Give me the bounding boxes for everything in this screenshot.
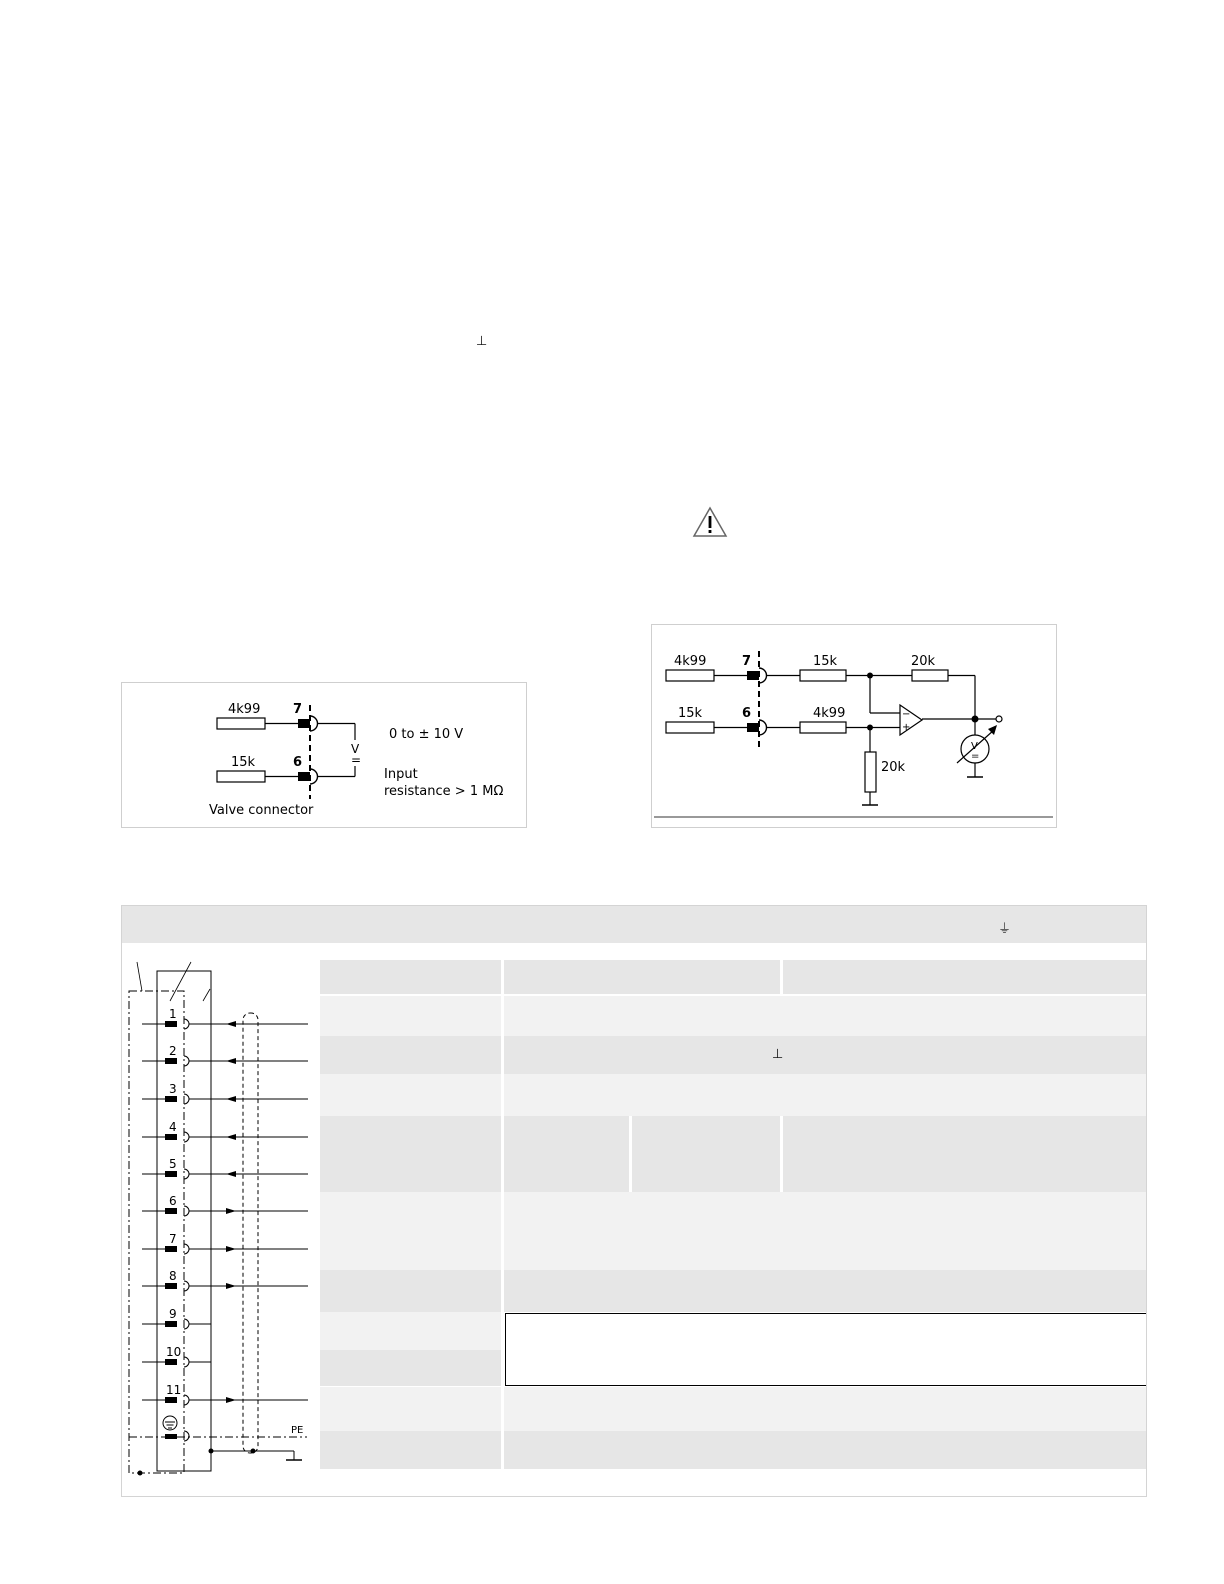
resistance-label: resistance > 1 MΩ [384, 784, 504, 799]
pin-number-label: 10 [166, 1345, 182, 1359]
left-pin-bottom-label: 6 [293, 755, 303, 770]
resistor-15k [217, 771, 265, 782]
pin-number-label: 2 [169, 1044, 177, 1058]
pin-number-label: 7 [169, 1232, 177, 1246]
connector-pin-1 [142, 1007, 308, 1029]
right-in-top-label: 4k99 [674, 654, 707, 669]
pin-number-label: 9 [169, 1307, 177, 1321]
pin-6-contact [298, 772, 310, 781]
right-feedback-label: 20k [911, 654, 936, 669]
left-pin-top-label: 7 [293, 702, 303, 717]
ground-symbol: ⊥ [476, 334, 488, 349]
pin-number-label: 6 [169, 1194, 177, 1208]
table-ground-symbol: ⊥ [772, 1047, 784, 1062]
right-ground-resistor-label: 20k [881, 760, 906, 775]
pe-label: PE [291, 1425, 304, 1436]
connector-pin-3 [142, 1082, 308, 1104]
pin-number-label: 5 [169, 1157, 177, 1171]
opamp-plus: + [902, 722, 911, 733]
pin-7-contact [298, 719, 310, 728]
resistor-4k99 [217, 718, 265, 729]
connector-pin-7 [142, 1232, 308, 1254]
connector-pin-11 [142, 1383, 308, 1405]
connector-pin-6 [142, 1194, 308, 1216]
left-resistor-top-label: 4k99 [228, 702, 261, 717]
meter-dc-label: = [971, 751, 980, 762]
meter-label: V [971, 741, 978, 752]
pin-number-label: 1 [169, 1007, 177, 1021]
opamp-minus: − [902, 709, 911, 720]
connector-pin-4 [142, 1120, 308, 1142]
right-series-top-label: 15k [813, 654, 838, 669]
right-pin-top-label: 7 [742, 654, 752, 669]
voltage-symbol: V [351, 742, 360, 756]
differential-amplifier-diagram [651, 624, 1057, 828]
connector-pin-10 [142, 1345, 211, 1367]
left-resistor-bottom-label: 15k [231, 755, 256, 770]
pin-number-label: 3 [169, 1082, 177, 1096]
right-in-bottom-label: 15k [678, 706, 703, 721]
pin-number-label: 4 [169, 1120, 177, 1134]
pin-number-label: 8 [169, 1269, 177, 1283]
connector-schematic [122, 943, 318, 1493]
right-pin-bottom-label: 6 [742, 706, 752, 721]
input-label: Input [384, 767, 418, 782]
connector-pin-5 [142, 1157, 308, 1179]
dc-symbol: = [351, 753, 362, 767]
voltage-measurement-diagram [121, 682, 527, 828]
connector-pin-9 [142, 1307, 211, 1329]
pin-assignment-panel [121, 905, 1147, 1497]
panel-header [122, 906, 1146, 943]
valve-connector-label: Valve connector [209, 803, 314, 818]
header-ground-symbol: ⏚ [998, 922, 1012, 937]
range-label: 0 to ± 10 V [389, 727, 464, 742]
connector-pin-8 [142, 1269, 308, 1291]
warning-triangle-icon [692, 506, 728, 538]
pin-number-label: 11 [166, 1383, 182, 1397]
connector-pin-2 [142, 1044, 308, 1066]
right-series-bottom-label: 4k99 [813, 706, 846, 721]
